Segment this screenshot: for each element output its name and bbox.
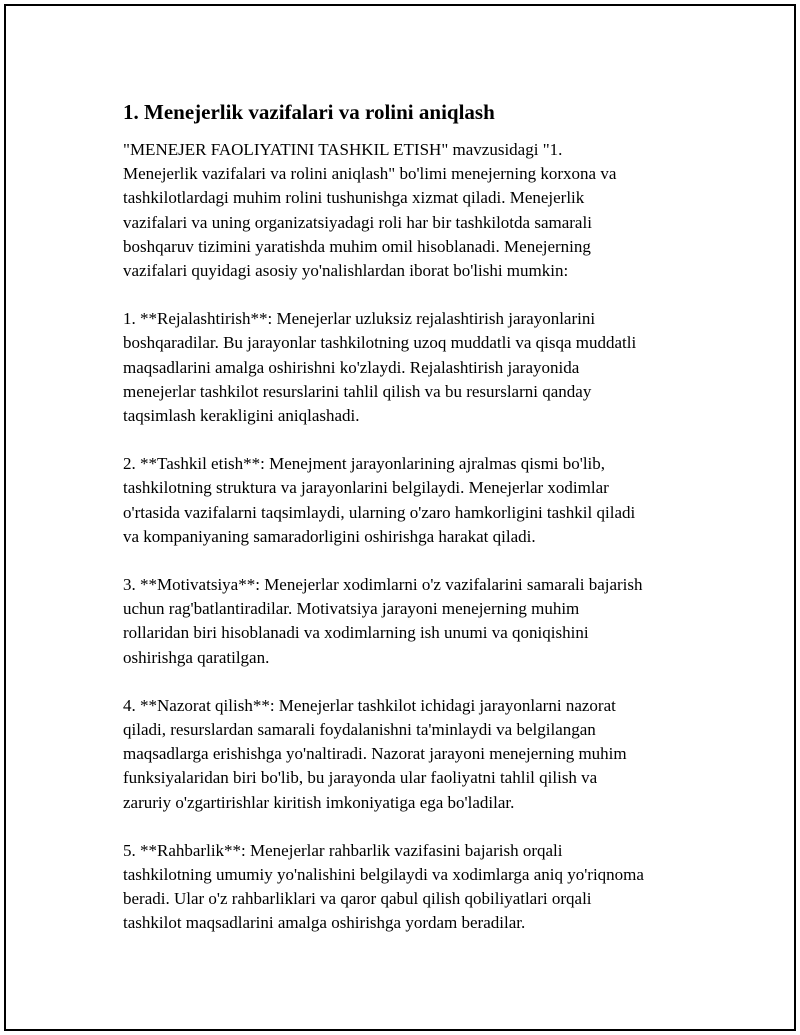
paragraph-nazorat-qilish: 4. **Nazorat qilish**: Menejerlar tashkilot ichidagi jarayonlarni nazorat qiladi, resurslardan samarali foydalanishni ta'minlaydi va belgilangan maqsadlarga erishishga yo'naltiradi. Nazorat jarayoni menejerning muhim funksiyalaridan biri bo'lib, bu jarayonda ular faoliyatni tahlil qilish va zaruriy o'zgartirishlar kiritish imkoniyatiga ega bo'ladilar. [123, 695, 627, 812]
document-body [123, 98, 703, 960]
section-heading: 1. Menejerlik vazifalari va rolini aniqlash [123, 100, 495, 124]
intro-paragraph: "MENEJER FAOLIYATINI TASHKIL ETISH" mavzusidagi "1. Menejerlik vazifalari va rolini aniqlash" bo'limi menejerning korxona va tashkilotlardagi muhim rolini tushunishga xizmat qiladi. Menejerlik vazifalari va uning organizatsiyadagi roli har bir tashkilotda samarali boshqaruv tizimini yaratishda muhim omil hisoblanadi. Menejerning vazifalari quyidagi asosiy yo'nalishlardan iborat bo'lishi mumkin: [123, 140, 617, 281]
paragraph-motivatsiya: 3. **Motivatsiya**: Menejerlar xodimlarni o'z vazifalarini samarali bajarish uchun rag'batlantiradilar. Motivatsiya jarayoni menejerning muhim rollaridan biri hisoblanadi va xodimlarning ish unumi va qoniqishini oshirishga qaratilgan. [123, 575, 643, 667]
paragraph-rahbarlik: 5. **Rahbarlik**: Menejerlar rahbarlik vazifasini bajarish orqali tashkilotning umumiy yo'nalishini belgilaydi va xodimlarga aniq yo'riqnoma beradi. Ular o'z rahbarliklari va qaror qabul qilish qobiliyatlari orqali tashkilot maqsadlarini amalga oshirishga yordam beradilar. [123, 840, 644, 933]
page-border [4, 4, 796, 1031]
paragraph-rejalashtirish: 1. **Rejalashtirish**: Menejerlar uzluksiz rejalashtirish jarayonlarini boshqaradilar. Bu jarayonlar tashkilotning uzoq muddatli va qisqa muddatli maqsadlarini amalga oshirishni ko'zlaydi. Rejalashtirish jarayonida menejerlar tashkilot resurslarini tahlil qilish va bu resurslarni qanday taqsimlash kerakligini aniqlashadi. [123, 309, 637, 426]
paragraph-tashkil-etish: 2. **Tashkil etish**: Menejment jarayonlarining ajralmas qismi bo'lib, tashkilotning struktura va jarayonlarini belgilaydi. Menejerlar xodimlar o'rtasida vazifalarni taqsimlaydi, ularning o'zaro hamkorligini tashkil qiladi va kompaniyaning samaradorligini oshirishga harakat qiladi. [123, 454, 636, 546]
